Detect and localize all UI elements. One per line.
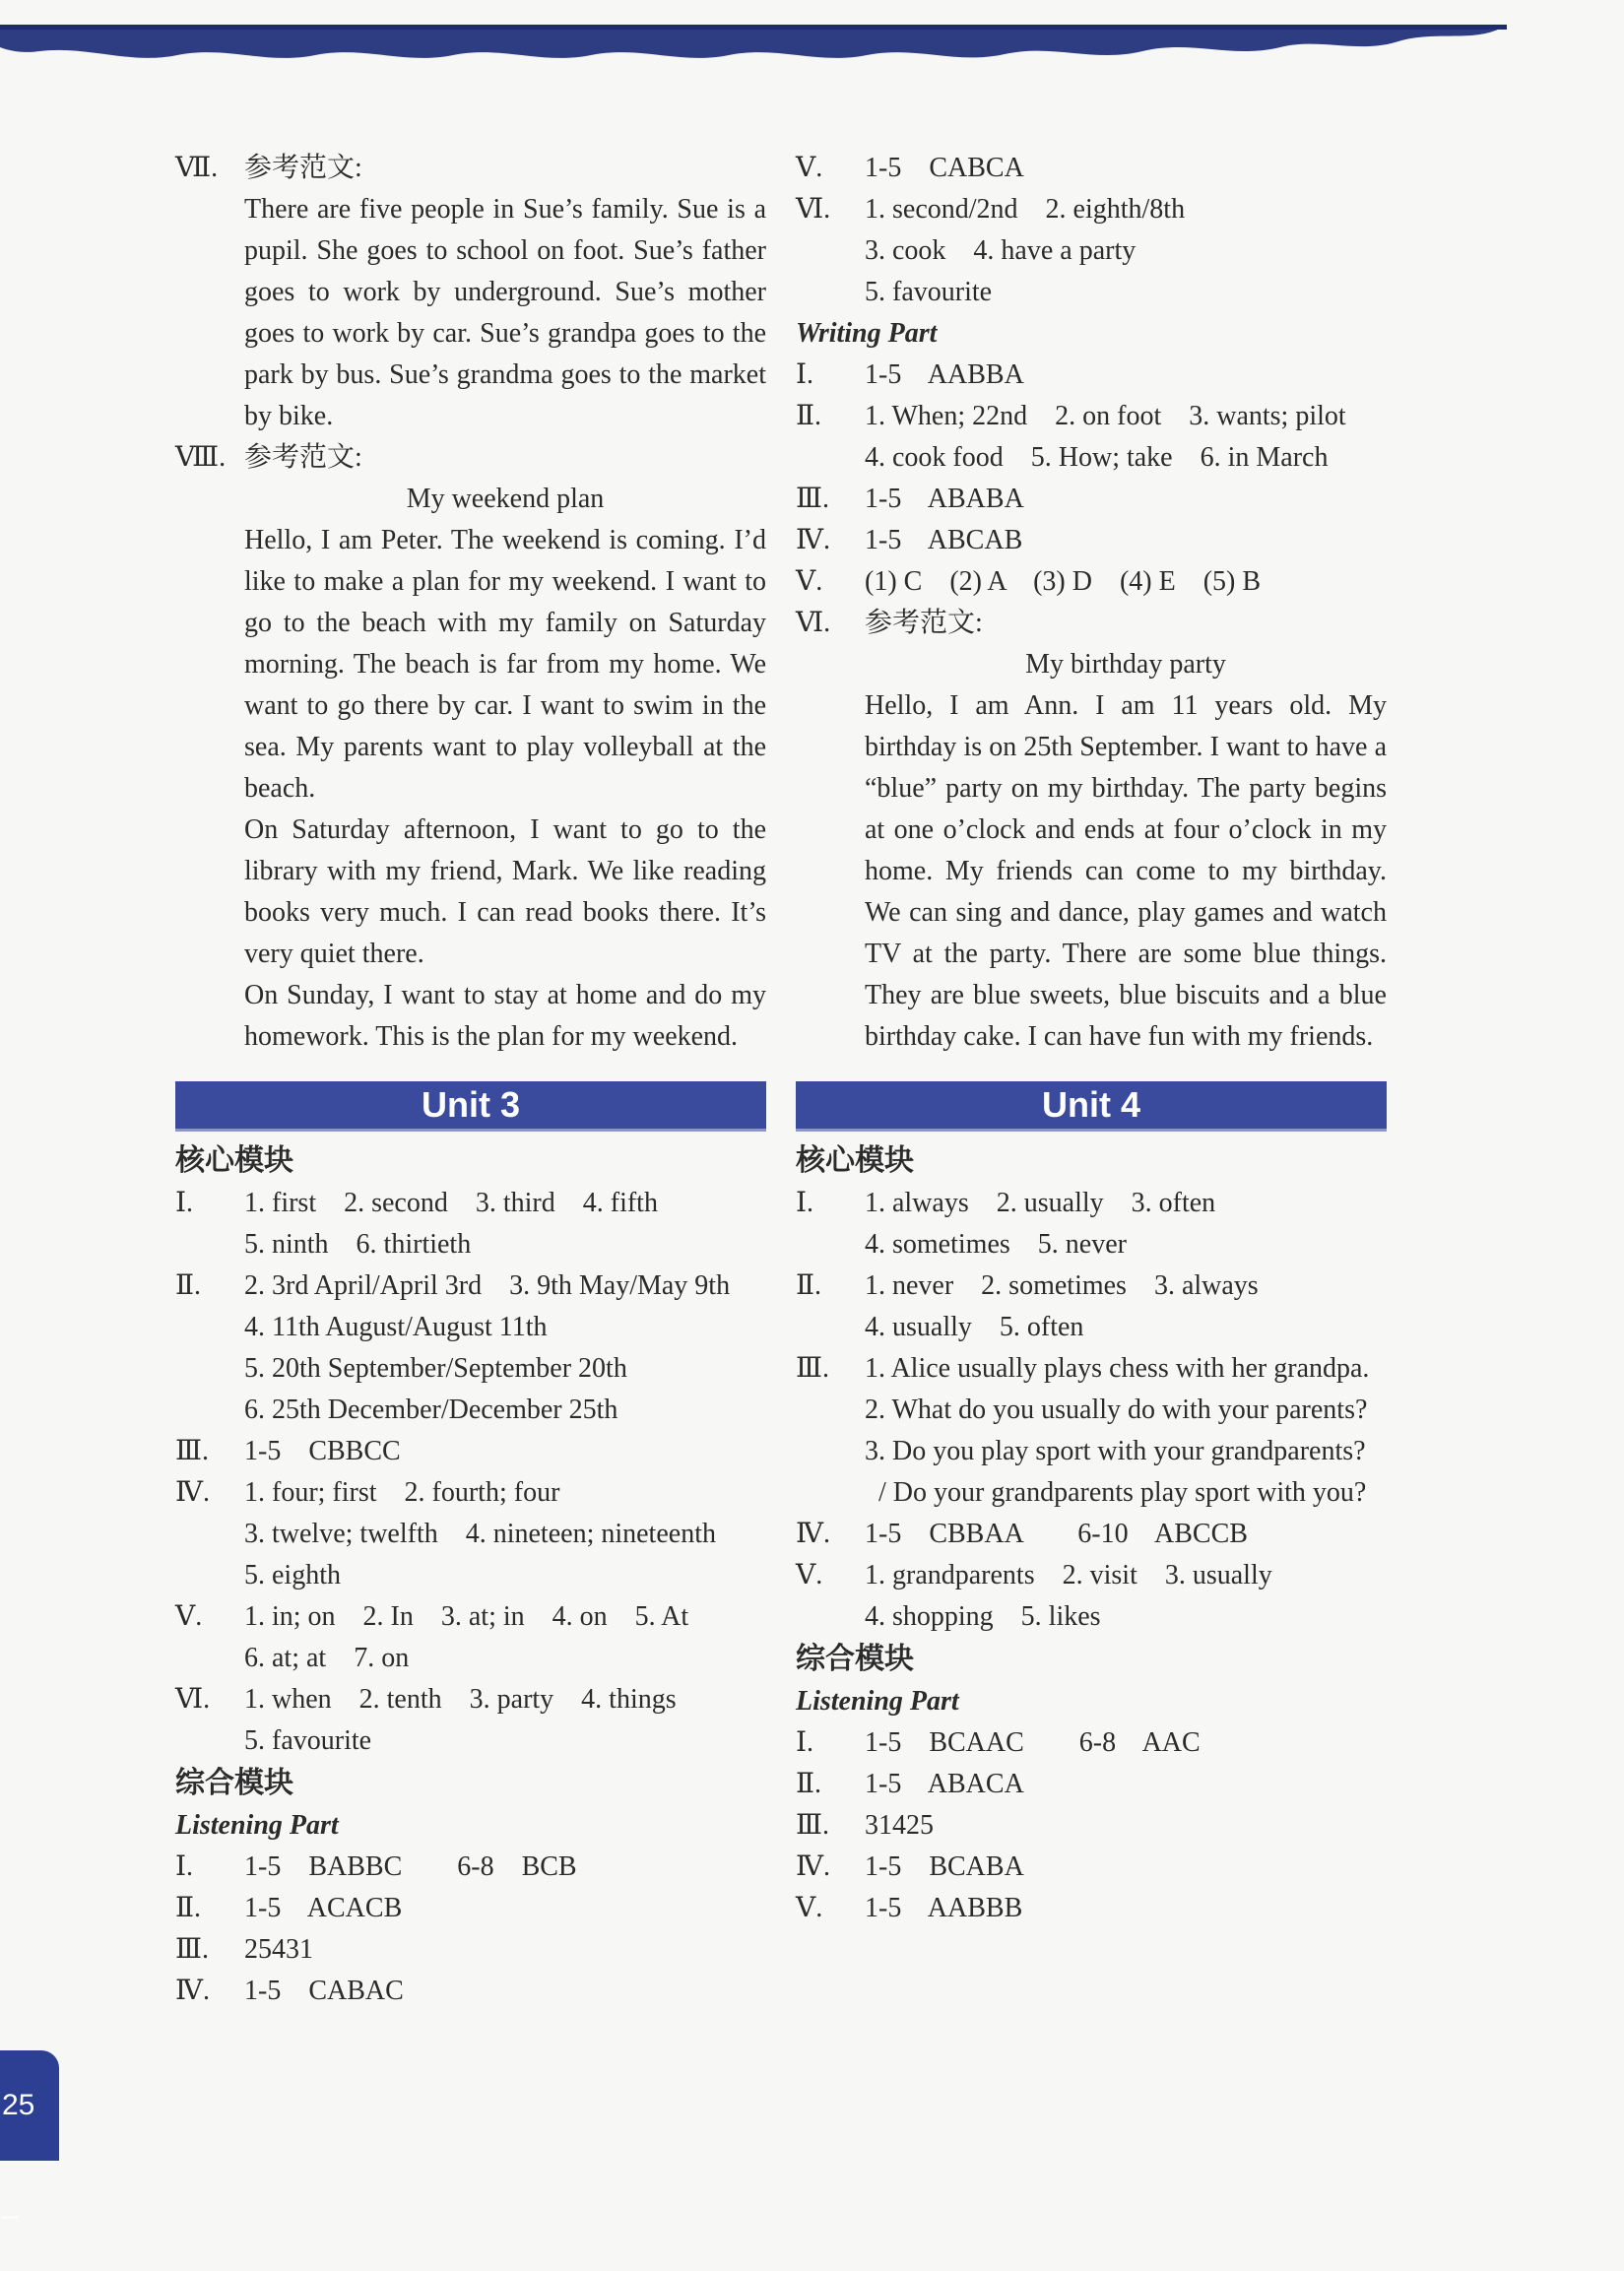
listening-part-heading: Listening Part — [796, 1686, 959, 1717]
essay-body — [175, 520, 766, 1058]
answer-row — [175, 1224, 766, 1265]
unit2-reading-answers — [796, 148, 1387, 313]
answer-row — [175, 1183, 766, 1224]
answer-text: 6. 25th December/December 25th — [244, 1395, 618, 1425]
question-number: Ⅲ. — [175, 1934, 210, 1965]
answer-text: 1-5 ACACB — [244, 1893, 403, 1923]
answer-text: 1. When; 22nd 2. on foot 3. wants; pilot — [865, 401, 1346, 431]
question-number: Ⅲ. — [796, 1353, 830, 1384]
answer-row — [175, 1888, 766, 1929]
question-number: Ⅵ. — [175, 1684, 211, 1715]
answer-row — [796, 355, 1387, 396]
question-number: Ⅴ. — [796, 566, 823, 597]
essay-title: My birthday party — [1025, 649, 1226, 680]
core-module-heading: 核心模块 — [175, 1143, 293, 1178]
essay-paragraph: On Sunday, I want to stay at home and do my homework. This is the plan for my weekend. — [244, 980, 766, 1052]
answer-text: 1. grandparents 2. visit 3. usually — [865, 1560, 1272, 1590]
answer-row — [796, 230, 1387, 272]
question-number: Ⅱ. — [175, 1893, 202, 1923]
q8-heading — [175, 437, 766, 479]
question-number — [796, 1307, 865, 1348]
answer-text: 1. in; on 2. In 3. at; in 4. on 5. At — [244, 1601, 689, 1632]
answer-row — [796, 1348, 1387, 1390]
answer-row — [175, 1971, 766, 2012]
question-number: Ⅵ. — [796, 194, 831, 225]
answer-text: 4. cook food 5. How; take 6. in March — [865, 442, 1329, 473]
answer-text: 1. never 2. sometimes 3. always — [865, 1270, 1259, 1301]
question-number — [796, 230, 865, 272]
answer-row — [175, 1638, 766, 1679]
answer-text: 5. ninth 6. thirtieth — [244, 1229, 472, 1260]
answer-row — [796, 1888, 1387, 1929]
answer-text: 1. first 2. second 3. third 4. fifth — [244, 1188, 658, 1218]
question-number: Ⅱ. — [796, 1769, 822, 1799]
answer-text: 1-5 ABCAB — [865, 525, 1023, 555]
answer-text: 5. favourite — [865, 277, 993, 307]
q6-label: Ⅵ. — [796, 608, 831, 638]
unit4-listening-answers — [796, 1722, 1387, 1929]
answer-row — [796, 148, 1387, 189]
answer-row — [175, 1720, 766, 1762]
question-number — [175, 1348, 244, 1390]
question-number — [175, 1390, 244, 1431]
answer-row — [175, 1431, 766, 1472]
answer-text: 1-5 CABCA — [865, 153, 1024, 183]
q7-label: Ⅶ. — [175, 153, 219, 183]
answer-row — [796, 1764, 1387, 1805]
question-number: Ⅳ. — [175, 1477, 210, 1508]
answer-row — [796, 272, 1387, 313]
writing-part-heading: Writing Part — [796, 318, 938, 349]
answer-text: 6. at; at 7. on — [244, 1643, 410, 1673]
question-number: Ⅴ. — [796, 153, 823, 183]
question-number: Ⅰ. — [796, 1727, 814, 1758]
question-number — [175, 1307, 244, 1348]
comprehensive-module-heading: 综合模块 — [175, 1766, 293, 1800]
answer-text: (1) C (2) A (3) D (4) E (5) B — [865, 566, 1262, 597]
question-number: Ⅳ. — [175, 1976, 210, 2006]
answer-text: 1. Alice usually plays chess with her grandpa. — [865, 1353, 1370, 1384]
answer-row — [796, 1307, 1387, 1348]
answer-row — [796, 520, 1387, 561]
answer-text: 2. 3rd April/April 3rd 3. 9th May/May 9th — [244, 1270, 731, 1301]
answer-text: 5. eighth — [244, 1560, 341, 1590]
answer-text: 1-5 BABBC 6-8 BCB — [244, 1851, 577, 1882]
question-number: Ⅳ. — [796, 1851, 830, 1882]
question-number: Ⅰ. — [796, 1188, 814, 1218]
question-number: Ⅴ. — [175, 1601, 203, 1632]
answer-row — [796, 1847, 1387, 1888]
essay-title: My weekend plan — [406, 484, 605, 514]
question-number — [175, 1720, 244, 1762]
answer-row — [175, 1265, 766, 1307]
question-number — [796, 1596, 865, 1638]
question-number — [175, 1224, 244, 1265]
answer-row — [175, 1555, 766, 1596]
q7-title: 参考范文: — [244, 153, 362, 183]
answer-row — [796, 189, 1387, 230]
answer-text: 1-5 ABACA — [865, 1769, 1024, 1799]
answer-text: 3. Do you play sport with your grandparents? — [865, 1436, 1366, 1466]
unit4-core-answers — [796, 1183, 1387, 1638]
essay-paragraph: Hello, I am Ann. I am 11 years old. My birthday is on 25th September. I want to have a “blue” party on my birthday. The party begins at one o’clock and ends at four o’clock in my home. My friends can come to my birthday. We can sing and dance, play games and watch TV at the party. There are some blue things. They are blue sweets, blue biscuits and a blue birthday cake. I can have fun with my friends. — [865, 690, 1387, 1052]
listening-part-heading: Listening Part — [175, 1810, 339, 1841]
question-number: Ⅰ. — [175, 1851, 194, 1882]
question-number: Ⅳ. — [796, 1519, 830, 1549]
unit2-writing-answers — [796, 355, 1387, 603]
answer-text: 1-5 BCAAC 6-8 AAC — [865, 1727, 1201, 1758]
answer-row — [796, 1722, 1387, 1764]
question-number — [796, 1472, 865, 1514]
answer-text: 1-5 BCABA — [865, 1851, 1024, 1882]
question-number — [796, 1431, 865, 1472]
header-wave-decoration — [0, 0, 1624, 79]
answer-text: 31425 — [865, 1810, 934, 1841]
left-column — [175, 148, 766, 2012]
answer-text: 5. 20th September/September 20th — [244, 1353, 627, 1384]
answer-text: 4. usually 5. often — [865, 1312, 1084, 1342]
question-number: Ⅱ. — [796, 1270, 822, 1301]
answer-row — [175, 1847, 766, 1888]
core-module-heading: 核心模块 — [796, 1143, 914, 1178]
answer-text: 1-5 CBBCC — [244, 1436, 401, 1466]
answer-text: 1-5 AABBA — [865, 359, 1024, 390]
question-number: Ⅴ. — [796, 1893, 823, 1923]
question-number — [796, 1224, 865, 1265]
essay-paragraph: On Saturday afternoon, I want to go to the library with my friend, Mark. We like reading books very much. I can read books there. It’s very quiet there. — [244, 814, 766, 969]
unit-4-banner: Unit 4 — [796, 1081, 1387, 1132]
answer-row — [796, 561, 1387, 603]
answer-row — [796, 1183, 1387, 1224]
answer-text: 1-5 AABBB — [865, 1893, 1023, 1923]
essay-body — [796, 685, 1387, 1058]
page-number: 25 – — [0, 2050, 59, 2161]
answer-text: 4. sometimes 5. never — [865, 1229, 1127, 1260]
essay-paragraph: Hello, I am Peter. The weekend is coming. I’d like to make a plan for my weekend. I want to go to the beach with my family on Saturday morning. The beach is far from my home. We want to go there by car. I want to swim in the sea. My parents want to play volleyball at the beach. — [244, 525, 766, 804]
question-number: Ⅳ. — [796, 525, 830, 555]
q6-heading — [796, 603, 1387, 644]
question-number — [175, 1555, 244, 1596]
answer-row — [796, 396, 1387, 437]
answer-row — [796, 1224, 1387, 1265]
answer-text: 4. shopping 5. likes — [865, 1601, 1101, 1632]
answer-row — [175, 1348, 766, 1390]
answer-text: 1-5 CBBAA 6-10 ABCCB — [865, 1519, 1248, 1549]
comprehensive-module-heading: 综合模块 — [796, 1642, 914, 1676]
answer-row — [796, 1805, 1387, 1847]
question-number: Ⅱ. — [796, 401, 822, 431]
answer-row — [175, 1307, 766, 1348]
question-number — [175, 1514, 244, 1555]
answer-row — [175, 1472, 766, 1514]
unit3-listening-answers — [175, 1847, 766, 2012]
answer-row — [796, 479, 1387, 520]
question-number — [796, 1390, 865, 1431]
answer-row — [796, 437, 1387, 479]
question-number: Ⅱ. — [175, 1270, 202, 1301]
question-number — [175, 1638, 244, 1679]
answer-row — [796, 1390, 1387, 1431]
q7-sample-text: There are five people in Sue’s family. Sue is a pupil. She goes to school on foot. Sue’s father goes to work by underground. Sue’s mother goes to work by car. Sue’s grandpa goes to the park by bus. Sue’s grandma goes to the market by bike. — [244, 194, 766, 431]
answer-text: 1-5 ABABA — [865, 484, 1024, 514]
answer-text: 3. cook 4. have a party — [865, 235, 1137, 266]
answer-row — [796, 1472, 1387, 1514]
q8-label: Ⅷ. — [175, 442, 227, 473]
answer-text: 3. twelve; twelfth 4. nineteen; nineteenth — [244, 1519, 716, 1549]
answer-row — [175, 1596, 766, 1638]
question-number: Ⅰ. — [796, 359, 814, 390]
question-number — [796, 272, 865, 313]
unit-3-banner: Unit 3 — [175, 1081, 766, 1132]
answer-row — [796, 1596, 1387, 1638]
question-number — [796, 437, 865, 479]
answer-row — [796, 1514, 1387, 1555]
answer-text: 4. 11th August/August 11th — [244, 1312, 548, 1342]
q6-title: 参考范文: — [865, 608, 983, 638]
question-number: Ⅲ. — [796, 484, 830, 514]
right-column — [796, 148, 1387, 1929]
answer-row — [175, 1929, 766, 1971]
answer-row — [796, 1431, 1387, 1472]
answer-row — [175, 1514, 766, 1555]
answer-row — [175, 1390, 766, 1431]
answer-text: 1. when 2. tenth 3. party 4. things — [244, 1684, 677, 1715]
q8-title: 参考范文: — [244, 442, 362, 473]
question-number: Ⅰ. — [175, 1188, 194, 1218]
answer-text: 1. second/2nd 2. eighth/8th — [865, 194, 1186, 225]
answer-text: 1. four; first 2. fourth; four — [244, 1477, 560, 1508]
answer-text: 2. What do you usually do with your parents? — [865, 1395, 1368, 1425]
answer-row — [796, 1265, 1387, 1307]
answer-text: / Do your grandparents play sport with you? — [865, 1477, 1367, 1508]
answer-text: 25431 — [244, 1934, 313, 1965]
unit3-core-answers — [175, 1183, 766, 1762]
q7-heading — [175, 148, 766, 189]
question-number: Ⅲ. — [175, 1436, 210, 1466]
answer-text: 5. favourite — [244, 1725, 372, 1756]
answer-text: 1-5 CABAC — [244, 1976, 404, 2006]
question-number: Ⅲ. — [796, 1810, 830, 1841]
answer-row — [796, 1555, 1387, 1596]
answer-row — [175, 1679, 766, 1720]
question-number: Ⅴ. — [796, 1560, 823, 1590]
answer-text: 1. always 2. usually 3. often — [865, 1188, 1216, 1218]
